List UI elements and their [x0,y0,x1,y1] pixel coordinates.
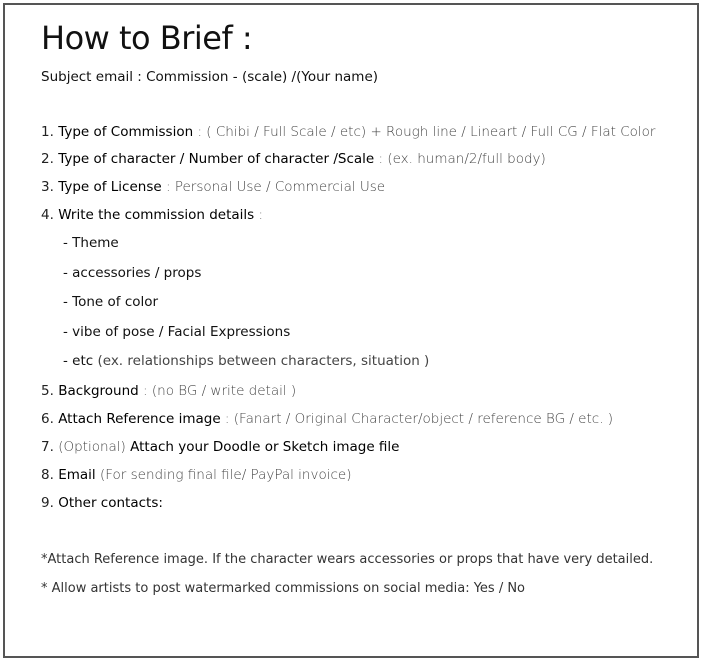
list-item-6 [41,405,686,433]
list-item-3 [41,173,686,201]
item-label: Type of License [58,179,162,195]
detail-item [41,347,686,377]
item-number: 7. [41,438,54,455]
item-number: 6. [41,410,54,427]
list-item-8 [41,461,686,489]
item-label: Other contacts: [58,494,163,511]
detail-label: - Tone of color [63,294,159,310]
page-title: How to Brief : [41,19,253,57]
item-value: (For sending final file/ PayPal invoice) [95,466,352,483]
subject-line: Subject email : Commission - (scale) /(Your name) [41,69,379,85]
item-value: : (no BG / write detail ) [138,382,297,399]
brief-list [41,119,686,517]
detail-item [41,229,686,259]
item-number: 5. [41,382,54,399]
item-value: : Personal Use / Commercial Use [161,179,386,195]
list-item-9 [41,489,686,517]
detail-item [41,288,686,318]
document-frame [3,3,699,658]
detail-label: - etc [63,353,94,369]
note-reference: *Attach Reference image. If the character wears accessories or props that have very detailed. [41,551,654,567]
item-number: 1. [41,124,54,140]
list-item-1 [41,119,686,145]
item-label: (Optional) [58,438,126,455]
list-item-7 [41,433,686,461]
note-watermark: * Allow artists to post watermarked commissions on social media: Yes / No [41,580,526,596]
detail-label: - accessories / props [63,264,202,281]
detail-label: - Theme [63,235,119,251]
brief-content [41,17,686,603]
detail-item [41,318,686,348]
detail-label: - vibe of pose / Facial Expressions [63,323,291,340]
detail-item [41,259,686,289]
notes-section [41,545,686,603]
detail-value: (ex. relationships between characters, situation ) [93,353,430,369]
item-value: : (ex. human/2/full body) [374,151,546,167]
list-item-2 [41,145,686,173]
list-item-5 [41,377,686,405]
item-label: Type of Commission [58,124,194,140]
item-value: : (Fanart / Original Character/object / reference BG / etc. ) [220,410,614,427]
item-label: Write the commission details [58,207,255,223]
item-value: : [254,207,264,223]
list-item-4 [41,201,686,229]
item-label: Email [58,466,96,483]
item-number: 4. [41,207,54,223]
item-label: Background [58,382,139,399]
item-value: Attach your Doodle or Sketch image file [125,438,400,455]
item-label: Type of character / Number of character /Scale [58,151,375,167]
item-number: 9. [41,494,54,511]
item-number: 2. [41,151,54,167]
item-number: 8. [41,466,54,483]
item-value: : ( Chibi / Full Scale / etc) + Rough line / Lineart / Full CG / Flat Color [193,124,656,140]
item-number: 3. [41,179,54,195]
item-label: Attach Reference image [58,410,221,427]
